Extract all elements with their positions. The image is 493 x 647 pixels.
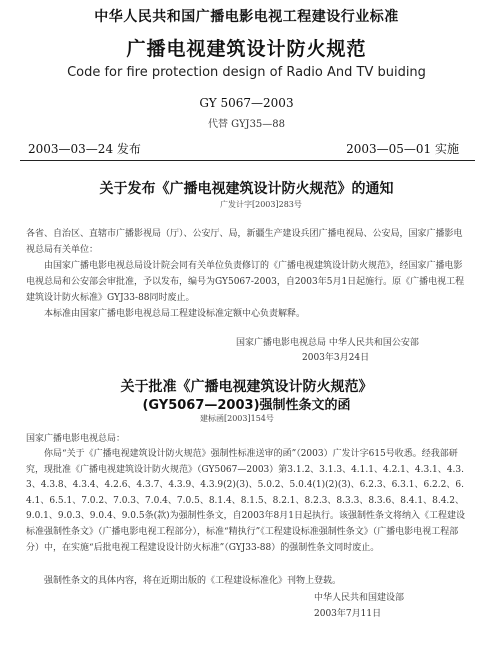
notice2-doc-number: 建标函[2003]154号 [200, 414, 274, 423]
notice1-signer: 国家广播电影电视总局 中华人民共和国公安部 [236, 338, 419, 348]
notice1-body-paragraph: 由国家广播电影电视总局设计院会同有关单位负责修订的《广播电视建筑设计防火规范》，经国家广播电影电视总局和公安部会审批准，予以发布，编号为GY5067-2003，自2003年5月1日起施行。原《广播电视工程建筑设计防火标准》GYJ33-88同时废止。 [26, 261, 465, 303]
document-title: 广播电视建筑设计防火规范 [126, 38, 367, 60]
notice2-title-line1: 关于批准《广播电视建筑设计防火规范》 [120, 379, 373, 395]
standard-category: 中华人民共和国广播电影电视工程建设行业标准 [94, 9, 399, 25]
standard-code: GY 5067—2003 [199, 96, 294, 110]
notice2-body-paragraph-2: 强制性条文的具体内容，将在近期出版的《工程建设标准化》刊物上登载。 [44, 576, 342, 586]
notice2-body-paragraph: 你局“关于《广播电视建筑设计防火规范》强制性标准送审的函”（2003）广发计字615号收悉。经我部研究，现批准《广播电视建筑设计防火规范》（GY5067—2003）第3.1.2、3.1.3、4.1.1、4.2.1、4.3.1、4.3.3、4.3.8、4.3.4、4.2.6、4.3.7、4.3.9、4.3.9(2)(3)、5.0.2、5.0.4(1)(2)(3)、6.2.3、6.3.1、6.2.2、6.4.1、6.5.1、7.0.2、7.0.3、7.0.4、7.0.5、8.1.4、8.1.5、8.2.1、8.2.3、8.3.3、8.3.6、8.4.1、8.4.2、9.0.1、9.0.3、9.0.4、9.0.5条(款)为强制性条文，自2003年8月1日起执行。该强制性条文将纳入《工程建设标准强制性条文》（广播电影电视工程部分），标准“精执行”《工程建设标准强制性条文》（广播电影电视工程部分）中，在实施“后批电视工程建设设计防火标准”（GYJ33-88）的强制性条文同时废止。 [26, 449, 465, 553]
implementation-date: 2003—05—01 实施 [346, 142, 459, 156]
header-divider [20, 160, 475, 161]
notice2-addressee: 国家广播电影电视总局： [26, 434, 126, 444]
notice1-title: 关于发布《广播电视建筑设计防火规范》的通知 [99, 181, 394, 197]
notice2-signer: 中华人民共和国建设部 [314, 593, 405, 603]
notice1-addressee: 各省、自治区、直辖市广播影视局（厅）、公安厅、局，新疆生产建设兵团广播电视局、公安局，国家广播影电视总局有关单位： [26, 229, 463, 255]
notice2-date: 2003年7月11日 [314, 609, 382, 619]
notice2-title-line2: (GY5067—2003)强制性条文的函 [142, 398, 351, 413]
notice1-body-paragraph-2: 本标准由国家广播电影电视总局工程建设标准定额中心负责解释。 [44, 309, 306, 319]
notice1-date: 2003年3月24日 [302, 353, 370, 363]
english-title: Code for fire protection design of Radio And TV buiding [67, 65, 426, 80]
replaces-code: 代替 GYJ35—88 [207, 119, 286, 130]
notice1-doc-number: 广发计字[2003]283号 [220, 200, 302, 209]
issue-date: 2003—03—24 发布 [28, 142, 141, 156]
